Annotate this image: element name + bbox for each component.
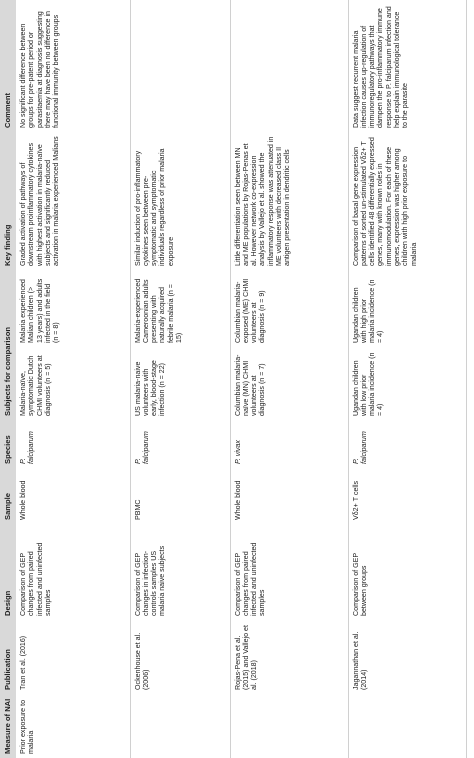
cell-design: Comparison of GEP changes from paired infected and uninfected samples	[230, 524, 348, 620]
subjects-group-a: Columbian malaria-naïve (MN) CHMI volunteers at diagnosis (n = 7)	[233, 354, 267, 416]
cell-comment: No significant difference between groups for pre-patent period or parasitaemia at diagnosis suggesting there may have been no difference in functional immunity between groups	[16, 0, 130, 132]
subjects-group-b: Ugandan children with high prior malaria incidence (n = 4)	[351, 279, 385, 343]
cell-design: Comparison of GEP changes in infection-controls samples US malaria naive subjects	[130, 524, 230, 620]
cell-subjects	[230, 270, 348, 420]
cell-species: P. vivax	[230, 420, 348, 468]
subjects-group-a: US malaria-naive volunteers with early, blood-stage infection (n = 22)	[133, 360, 167, 416]
header-design: Design	[0, 524, 16, 620]
cell-species: P. falciparum	[130, 420, 230, 468]
cell-comment	[230, 0, 348, 132]
table-row	[16, 0, 130, 758]
cell-comment	[130, 0, 230, 132]
cell-subjects	[348, 270, 466, 420]
subjects-group-b: Malaria experienced Malian children (> 13 years) and adults infected in the field (n = 8)	[19, 278, 61, 343]
subjects-group-a: Ugandan children with low prior malaria incidence (n = 4)	[351, 352, 385, 416]
cell-sample: Vδ2+ T cells	[348, 468, 466, 524]
header-subjects: Subjects for comparison	[0, 270, 16, 420]
header-key-finding: Key finding	[0, 132, 16, 270]
cell-design: Comparison of GEP between groups	[348, 524, 466, 620]
header-row	[0, 0, 16, 758]
cell-key-finding: Graded activation of pathways of downstream proinflammatory cytokines with highest activation in malaria-naïve subjects and significantly reduced activation in malaria experienced Malians	[16, 132, 130, 270]
cell-sample: Whole blood	[230, 468, 348, 524]
cell-sample: PBMC	[130, 468, 230, 524]
header-measure: Measure of NAI	[0, 694, 16, 758]
cell-key-finding: Little differentiation seen between MN and ME populations by Rojas-Penas et al. However network co-expression analysis by Vallejo et al. showed the inflammatory response was attenuated in ME volunteers with decreased class II antigen presentation in dendritic cells	[230, 132, 348, 270]
cell-key-finding: Comparison of basal gene expression patterns of sorted un-stimulated Vδ2+ T cells identified 48 differentially expressed genes, many with known roles in immunomodulation. For each of these genes, expression was higher among children with high prior exposure to malaria	[348, 132, 466, 270]
table-row	[348, 0, 466, 758]
cell-subjects	[16, 270, 130, 420]
subjects-group-b: Malaria-experienced Cameroonian adults presenting with naturally acquired febrile malaria (n = 15)	[133, 278, 183, 343]
cell-publication: Tran et al. (2016)	[16, 620, 130, 694]
cell-subjects	[130, 270, 230, 420]
cell-design: Comparison of GEP changes from paired infected and uninfected samples	[16, 524, 130, 620]
cell-sample: Whole blood	[16, 468, 130, 524]
header-comment: Comment	[0, 0, 16, 132]
header-species: Species	[0, 420, 16, 468]
table-row	[230, 0, 348, 758]
cell-publication: Jagannathan et al. (2014)	[348, 620, 466, 694]
subjects-group-a: Malaria-naïve, symptomatic Dutch CHMI volunteers at diagnosis (n = 5)	[19, 355, 52, 416]
cell-species: P. falciparum	[16, 420, 130, 468]
header-publication: Publication	[0, 620, 16, 694]
table-row	[130, 0, 230, 758]
section-label: Prior exposure to malaria	[16, 694, 130, 758]
cell-key-finding: Similar induction of pro-inflammatory cytokines seen between pre-symptomatic and symptomatic individuals regardless of prior malaria exposure	[130, 132, 230, 270]
cell-publication: Rojas-Pena et al. (2015) and Vallejo et al. (2018)	[230, 620, 348, 694]
cell-comment: Data suggest recurrent malaria infection causes up-regulation of immunoregulatory pathways that dampen the pro-inflammatory immune response to P. falciparum infection and help explain immunological tolerance to the parasite	[348, 0, 466, 132]
subjects-group-b: Columbian malaria-exposed (ME) CHMI volunteers at diagnosis (n = 9)	[233, 278, 267, 343]
cell-publication: Ockenhouse et al. (2006)	[130, 620, 230, 694]
cell-species: P. falciparum	[348, 420, 466, 468]
header-sample: Sample	[0, 468, 16, 524]
